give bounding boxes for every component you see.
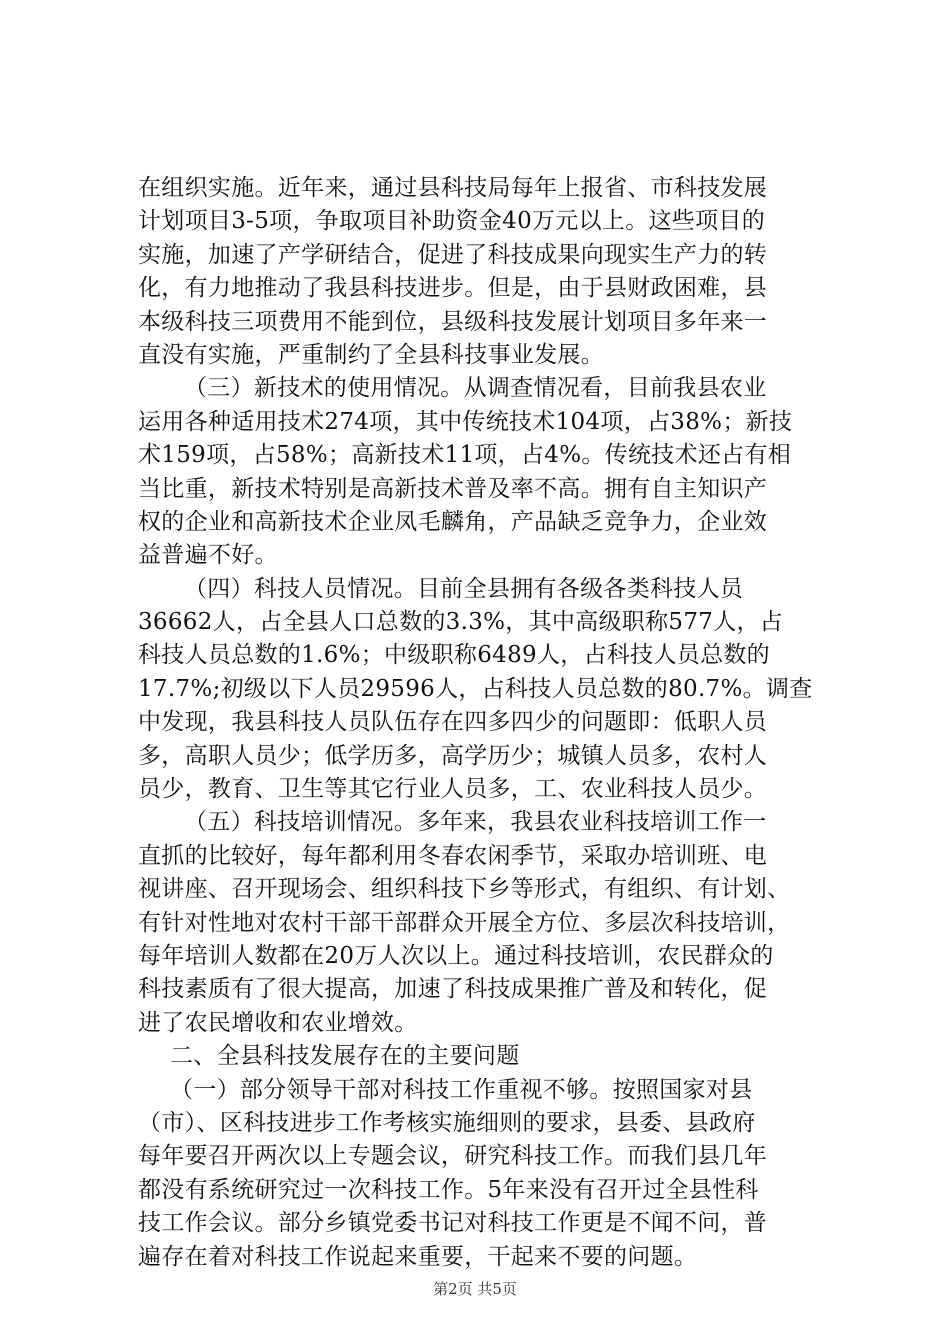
- section-heading: 二、全县科技发展存在的主要问题: [170, 1043, 520, 1070]
- text-line: （一）部分领导干部对科技工作重视不够。按照国家对县: [170, 1076, 753, 1103]
- text-line: （五）科技培训情况。多年来，我县农业科技培训工作一: [184, 809, 767, 836]
- text-line: 本级科技三项费用不能到位，县级科技发展计划项目多年来一: [138, 308, 768, 335]
- text-line: 计划项目3-5项，争取项目补助资金40万元以上。这些项目的: [138, 208, 766, 235]
- text-line: 多，高职人员少；低学历多，高学历少；城镇人员多，农村人: [138, 742, 768, 769]
- text-line: 在组织实施。近年来，通过县科技局每年上报省、市科技发展: [138, 175, 768, 201]
- text-line: 当比重，新技术特别是高新技术普及率不高。拥有自主知识产: [138, 475, 768, 502]
- text-line: 运用各种适用技术274项，其中传统技术104项，占38%；新技: [138, 408, 793, 435]
- text-line: 科技人员总数的1.6%；中级职称6489人，占科技人员总数的: [138, 642, 770, 669]
- text-line: 术159项，占58%；高新技术11项，占4%。传统技术还占有相: [138, 442, 792, 469]
- text-line: 化，有力地推动了我县科技进步。但是，由于县财政困难，县: [138, 275, 768, 302]
- body-text: [138, 172, 828, 1274]
- text-line: 技工作会议。部分乡镇党委书记对科技工作更是不闻不问，普: [138, 1210, 768, 1237]
- text-line: （四）科技人员情况。目前全县拥有各级各类科技人员: [184, 575, 744, 602]
- text-line: 益普遍不好。: [138, 542, 278, 569]
- text-line: 每年培训人数都在20万人次以上。通过科技培训，农民群众的: [138, 942, 774, 969]
- text-line: 权的企业和高新技术企业凤毛麟角，产品缺乏竞争力，企业效: [138, 508, 768, 535]
- text-line: 实施，加速了产学研结合，促进了科技成果向现实生产力的转: [138, 241, 768, 268]
- text-line: 员少，教育、卫生等其它行业人员多，工、农业科技人员少。: [138, 776, 768, 803]
- text-line: 视讲座、召开现场会、组织科技下乡等形式，有组织、有计划、: [138, 876, 791, 903]
- text-line: 17.7%;初级以下人员29596人，占科技人员总数的80.7%。调查: [138, 675, 813, 702]
- text-line: 进了农民增收和农业增效。: [138, 1009, 418, 1036]
- text-line: 遍存在着对科技工作说起来重要，干起来不要的问题。: [138, 1243, 698, 1270]
- text-line: （市）、区科技进步工作考核实施细则的要求，县委、县政府: [138, 1109, 756, 1136]
- page-number: 第2页 共5页: [433, 1280, 517, 1298]
- text-line: 直抓的比较好，每年都利用冬春农闲季节，采取办培训班、电: [138, 842, 768, 869]
- text-line: 每年要召开两次以上专题会议，研究科技工作。而我们县几年: [138, 1143, 768, 1170]
- text-line: 有针对性地对农村干部干部群众开展全方位、多层次科技培训，: [138, 909, 791, 936]
- text-line: 科技素质有了很大提高，加速了科技成果推广普及和转化，促: [138, 976, 768, 1003]
- text-line: 都没有系统研究过一次科技工作。5年来没有召开过全县性科: [138, 1176, 759, 1203]
- text-line: 36662人，占全县人口总数的3.3%，其中高级职称577人，占: [138, 609, 784, 636]
- text-line: （三）新技术的使用情况。从调查情况看，目前我县农业: [184, 375, 767, 402]
- text-line: 直没有实施，严重制约了全县科技事业发展。: [138, 341, 604, 368]
- text-line: 中发现，我县科技人员队伍存在四多四少的问题即：低职人员: [138, 709, 768, 736]
